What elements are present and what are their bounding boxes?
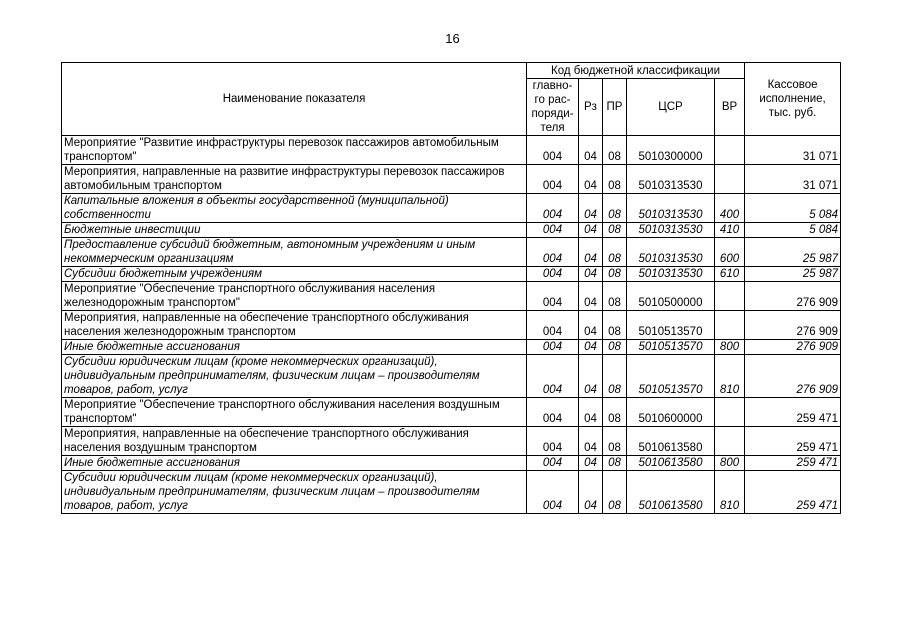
cell-amount: 31 071 bbox=[745, 136, 841, 165]
cell-glava: 004 bbox=[527, 165, 579, 194]
cell-name: Субсидии юридическим лицам (кроме некоммерческих организаций), индивидуальным предпринимателям, физическим лицам – производителям товаров, работ, услуг bbox=[62, 471, 527, 514]
cell-csr: 5010613580 bbox=[627, 456, 715, 471]
cell-glava: 004 bbox=[527, 223, 579, 238]
header-glava: главно-го рас-поряди-теля bbox=[527, 79, 579, 136]
cell-glava: 004 bbox=[527, 398, 579, 427]
cell-name: Субсидии бюджетным учреждениям bbox=[62, 267, 527, 282]
cell-csr: 5010600000 bbox=[627, 398, 715, 427]
cell-glava: 004 bbox=[527, 471, 579, 514]
cell-pr: 08 bbox=[603, 223, 627, 238]
cell-amount: 259 471 bbox=[745, 471, 841, 514]
cell-csr: 5010300000 bbox=[627, 136, 715, 165]
cell-amount: 5 084 bbox=[745, 194, 841, 223]
cell-rz: 04 bbox=[579, 282, 603, 311]
cell-name: Бюджетные инвестиции bbox=[62, 223, 527, 238]
header-csr: ЦСР bbox=[627, 79, 715, 136]
cell-vr bbox=[715, 136, 745, 165]
cell-csr: 5010313530 bbox=[627, 267, 715, 282]
cell-amount: 276 909 bbox=[745, 282, 841, 311]
cell-csr: 5010500000 bbox=[627, 282, 715, 311]
cell-amount: 25 987 bbox=[745, 238, 841, 267]
cell-pr: 08 bbox=[603, 471, 627, 514]
header-name: Наименование показателя bbox=[62, 63, 527, 136]
table-row bbox=[62, 456, 841, 471]
table-row bbox=[62, 238, 841, 267]
cell-rz: 04 bbox=[579, 471, 603, 514]
cell-pr: 08 bbox=[603, 194, 627, 223]
table-row bbox=[62, 223, 841, 238]
cell-rz: 04 bbox=[579, 427, 603, 456]
cell-amount: 31 071 bbox=[745, 165, 841, 194]
cell-vr: 810 bbox=[715, 471, 745, 514]
cell-pr: 08 bbox=[603, 427, 627, 456]
header-total: Кассовое исполнение, тыс. руб. bbox=[745, 63, 841, 136]
table-row bbox=[62, 471, 841, 514]
cell-csr: 5010313530 bbox=[627, 165, 715, 194]
cell-pr: 08 bbox=[603, 282, 627, 311]
table-row bbox=[62, 340, 841, 355]
cell-pr: 08 bbox=[603, 136, 627, 165]
cell-vr: 400 bbox=[715, 194, 745, 223]
cell-rz: 04 bbox=[579, 194, 603, 223]
cell-rz: 04 bbox=[579, 165, 603, 194]
cell-pr: 08 bbox=[603, 398, 627, 427]
cell-amount: 276 909 bbox=[745, 355, 841, 398]
cell-vr bbox=[715, 398, 745, 427]
cell-pr: 08 bbox=[603, 340, 627, 355]
cell-pr: 08 bbox=[603, 355, 627, 398]
cell-glava: 004 bbox=[527, 238, 579, 267]
cell-pr: 08 bbox=[603, 238, 627, 267]
cell-rz: 04 bbox=[579, 238, 603, 267]
cell-csr: 5010613580 bbox=[627, 427, 715, 456]
cell-vr bbox=[715, 427, 745, 456]
cell-pr: 08 bbox=[603, 165, 627, 194]
cell-name: Предоставление субсидий бюджетным, автономным учреждениям и иным некоммерческим организациям bbox=[62, 238, 527, 267]
cell-csr: 5010313530 bbox=[627, 194, 715, 223]
cell-pr: 08 bbox=[603, 267, 627, 282]
header-vr: ВР bbox=[715, 79, 745, 136]
cell-vr: 800 bbox=[715, 340, 745, 355]
cell-glava: 004 bbox=[527, 340, 579, 355]
cell-glava: 004 bbox=[527, 456, 579, 471]
cell-csr: 5010313530 bbox=[627, 223, 715, 238]
cell-name: Мероприятия, направленные на обеспечение транспортного обслуживания населения железнодорожным транспортом bbox=[62, 311, 527, 340]
table-row bbox=[62, 194, 841, 223]
cell-name: Мероприятие "Обеспечение транспортного обслуживания населения воздушным транспортом" bbox=[62, 398, 527, 427]
cell-rz: 04 bbox=[579, 355, 603, 398]
cell-amount: 259 471 bbox=[745, 427, 841, 456]
cell-vr: 610 bbox=[715, 267, 745, 282]
table-header bbox=[62, 63, 841, 136]
header-pr: ПР bbox=[603, 79, 627, 136]
cell-name: Мероприятие "Развитие инфраструктуры перевозок пассажиров автомобильным транспортом" bbox=[62, 136, 527, 165]
cell-csr: 5010313530 bbox=[627, 238, 715, 267]
budget-table bbox=[61, 62, 841, 514]
cell-name: Субсидии юридическим лицам (кроме некоммерческих организаций), индивидуальным предпринимателям, физическим лицам – производителям товаров, работ, услуг bbox=[62, 355, 527, 398]
cell-rz: 04 bbox=[579, 136, 603, 165]
cell-rz: 04 bbox=[579, 223, 603, 238]
cell-pr: 08 bbox=[603, 311, 627, 340]
page-number: 16 bbox=[445, 31, 460, 46]
table-row bbox=[62, 136, 841, 165]
table-row bbox=[62, 267, 841, 282]
cell-rz: 04 bbox=[579, 311, 603, 340]
header-rz: Рз bbox=[579, 79, 603, 136]
table-row bbox=[62, 398, 841, 427]
cell-glava: 004 bbox=[527, 282, 579, 311]
table-row bbox=[62, 165, 841, 194]
cell-amount: 276 909 bbox=[745, 340, 841, 355]
cell-amount: 259 471 bbox=[745, 398, 841, 427]
cell-rz: 04 bbox=[579, 456, 603, 471]
cell-vr: 410 bbox=[715, 223, 745, 238]
cell-name: Иные бюджетные ассигнования bbox=[62, 456, 527, 471]
cell-vr: 800 bbox=[715, 456, 745, 471]
cell-csr: 5010513570 bbox=[627, 311, 715, 340]
table-row bbox=[62, 311, 841, 340]
table-body bbox=[62, 136, 841, 514]
cell-vr bbox=[715, 311, 745, 340]
table-row bbox=[62, 355, 841, 398]
cell-amount: 276 909 bbox=[745, 311, 841, 340]
cell-glava: 004 bbox=[527, 267, 579, 282]
cell-amount: 25 987 bbox=[745, 267, 841, 282]
cell-name: Мероприятия, направленные на развитие инфраструктуры перевозок пассажиров автомобильным транспортом bbox=[62, 165, 527, 194]
cell-glava: 004 bbox=[527, 136, 579, 165]
cell-name: Мероприятия, направленные на обеспечение транспортного обслуживания населения воздушным транспортом bbox=[62, 427, 527, 456]
cell-rz: 04 bbox=[579, 398, 603, 427]
table-row bbox=[62, 427, 841, 456]
cell-rz: 04 bbox=[579, 267, 603, 282]
cell-vr: 600 bbox=[715, 238, 745, 267]
cell-amount: 5 084 bbox=[745, 223, 841, 238]
table-row bbox=[62, 282, 841, 311]
cell-name: Мероприятие "Обеспечение транспортного обслуживания населения железнодорожным транспортом" bbox=[62, 282, 527, 311]
cell-pr: 08 bbox=[603, 456, 627, 471]
cell-glava: 004 bbox=[527, 194, 579, 223]
header-code-group: Код бюджетной классификации bbox=[527, 63, 745, 79]
cell-csr: 5010513570 bbox=[627, 340, 715, 355]
cell-name: Иные бюджетные ассигнования bbox=[62, 340, 527, 355]
cell-amount: 259 471 bbox=[745, 456, 841, 471]
cell-glava: 004 bbox=[527, 427, 579, 456]
cell-csr: 5010613580 bbox=[627, 471, 715, 514]
cell-glava: 004 bbox=[527, 311, 579, 340]
cell-rz: 04 bbox=[579, 340, 603, 355]
cell-vr: 810 bbox=[715, 355, 745, 398]
cell-glava: 004 bbox=[527, 355, 579, 398]
cell-csr: 5010513570 bbox=[627, 355, 715, 398]
cell-vr bbox=[715, 165, 745, 194]
cell-vr bbox=[715, 282, 745, 311]
cell-name: Капитальные вложения в объекты государственной (муниципальной) собственности bbox=[62, 194, 527, 223]
